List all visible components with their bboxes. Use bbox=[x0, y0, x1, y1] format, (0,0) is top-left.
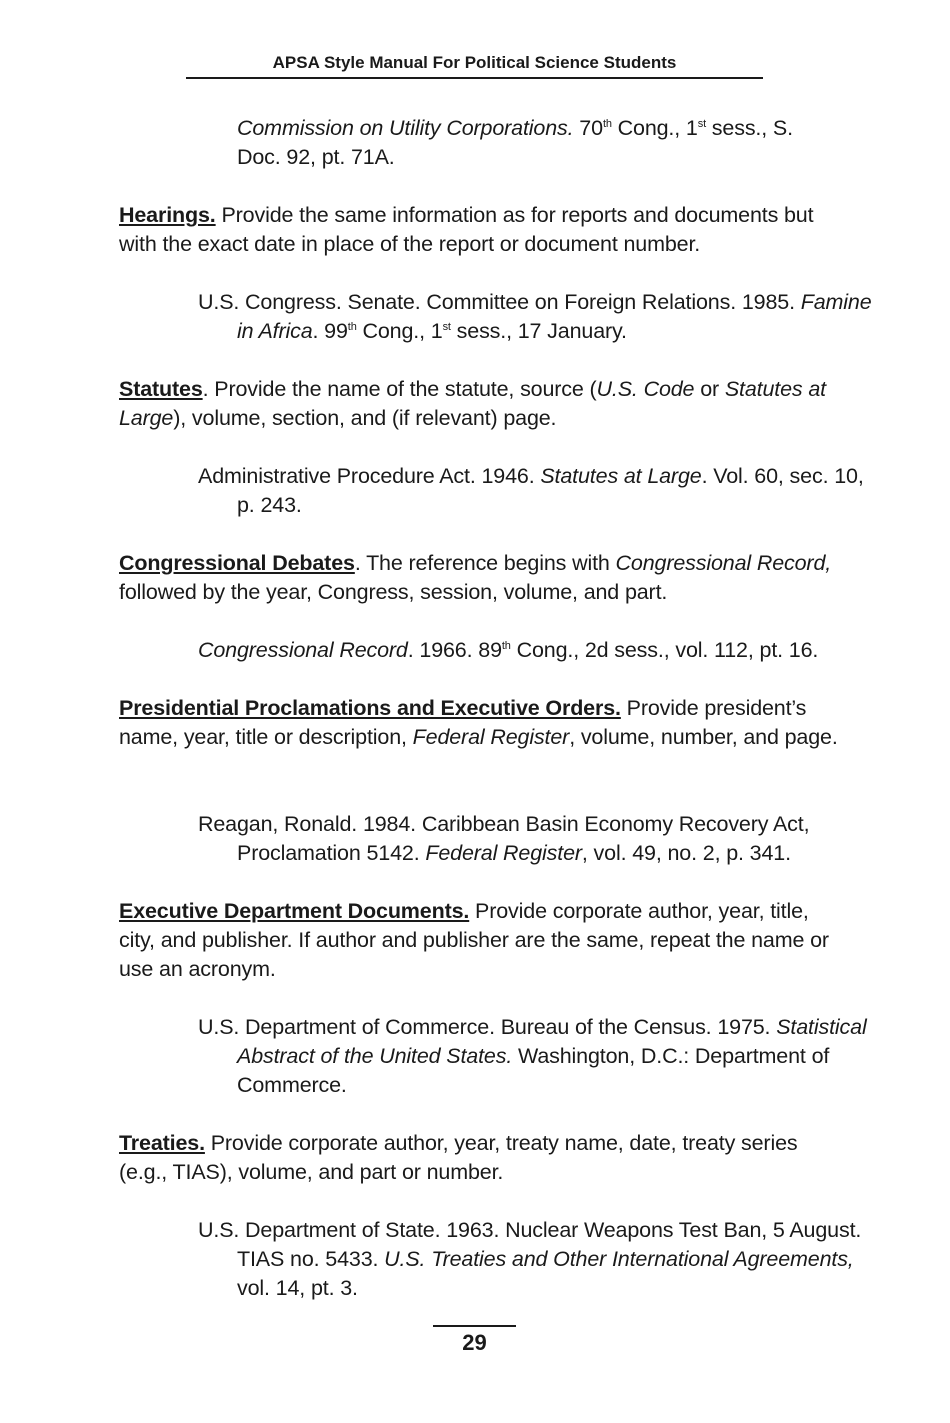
statutes-example: Administrative Procedure Act. 1946. Statutes at Large. Vol. 60, sec. 10, p. 243. bbox=[198, 464, 864, 517]
treaties-example: U.S. Department of State. 1963. Nuclear Weapons Test Ban, 5 August. TIAS no. 5433. U.S. Treaties and Other International Agreements, vol. 14, pt. 3. bbox=[198, 1218, 862, 1300]
continued-citation: Commission on Utility Corporations. 70th Cong., 1st sess., S. Doc. 92, pt. 71A. bbox=[237, 116, 793, 169]
executive-paragraph: Executive Department Documents. Provide corporate author, year, title, city, and publisher. If author and publisher are the same, repeat the name or use an acronym. bbox=[119, 899, 829, 981]
page-number-rule bbox=[433, 1325, 516, 1327]
executive-example: U.S. Department of Commerce. Bureau of the Census. 1975. Statistical Abstract of the United States. Washington, D.C.: Department of Commerce. bbox=[198, 1015, 867, 1097]
hearings-example: U.S. Congress. Senate. Committee on Foreign Relations. 1985. Famine in Africa. 99th Cong., 1st sess., 17 January. bbox=[198, 290, 872, 343]
running-header: APSA Style Manual For Political Science Students bbox=[186, 50, 763, 79]
proclamations-paragraph: Presidential Proclamations and Executive Orders. Provide president’s name, year, title or description, Federal Register, volume, number, and page. bbox=[119, 696, 838, 749]
debates-example: Congressional Record. 1966. 89th Cong., 2d sess., vol. 112, pt. 16. bbox=[198, 638, 819, 662]
statutes-heading: Statutes bbox=[119, 377, 203, 401]
page-number: 29 bbox=[462, 1330, 487, 1355]
debates-heading: Congressional Debates bbox=[119, 551, 355, 575]
statutes-paragraph: Statutes. Provide the name of the statute, source (U.S. Code or Statutes at Large), volume, section, and (if relevant) page. bbox=[119, 377, 826, 430]
treaties-heading: Treaties. bbox=[119, 1131, 205, 1155]
executive-heading: Executive Department Documents. bbox=[119, 899, 470, 923]
proclamations-heading: Presidential Proclamations and Executive Orders. bbox=[119, 696, 621, 720]
proclamations-example: Reagan, Ronald. 1984. Caribbean Basin Economy Recovery Act, Proclamation 5142. Federal Register, vol. 49, no. 2, p. 341. bbox=[198, 812, 810, 865]
hearings-paragraph: Hearings. Provide the same information as for reports and documents but with the exact date in place of the report or document number. bbox=[119, 203, 814, 256]
debates-paragraph: Congressional Debates. The reference begins with Congressional Record, followed by the year, Congress, session, volume, and part. bbox=[119, 551, 832, 604]
treaties-paragraph: Treaties. Provide corporate author, year, treaty name, date, treaty series (e.g., TIAS), volume, and part or number. bbox=[119, 1131, 798, 1184]
hearings-heading: Hearings. bbox=[119, 203, 216, 227]
